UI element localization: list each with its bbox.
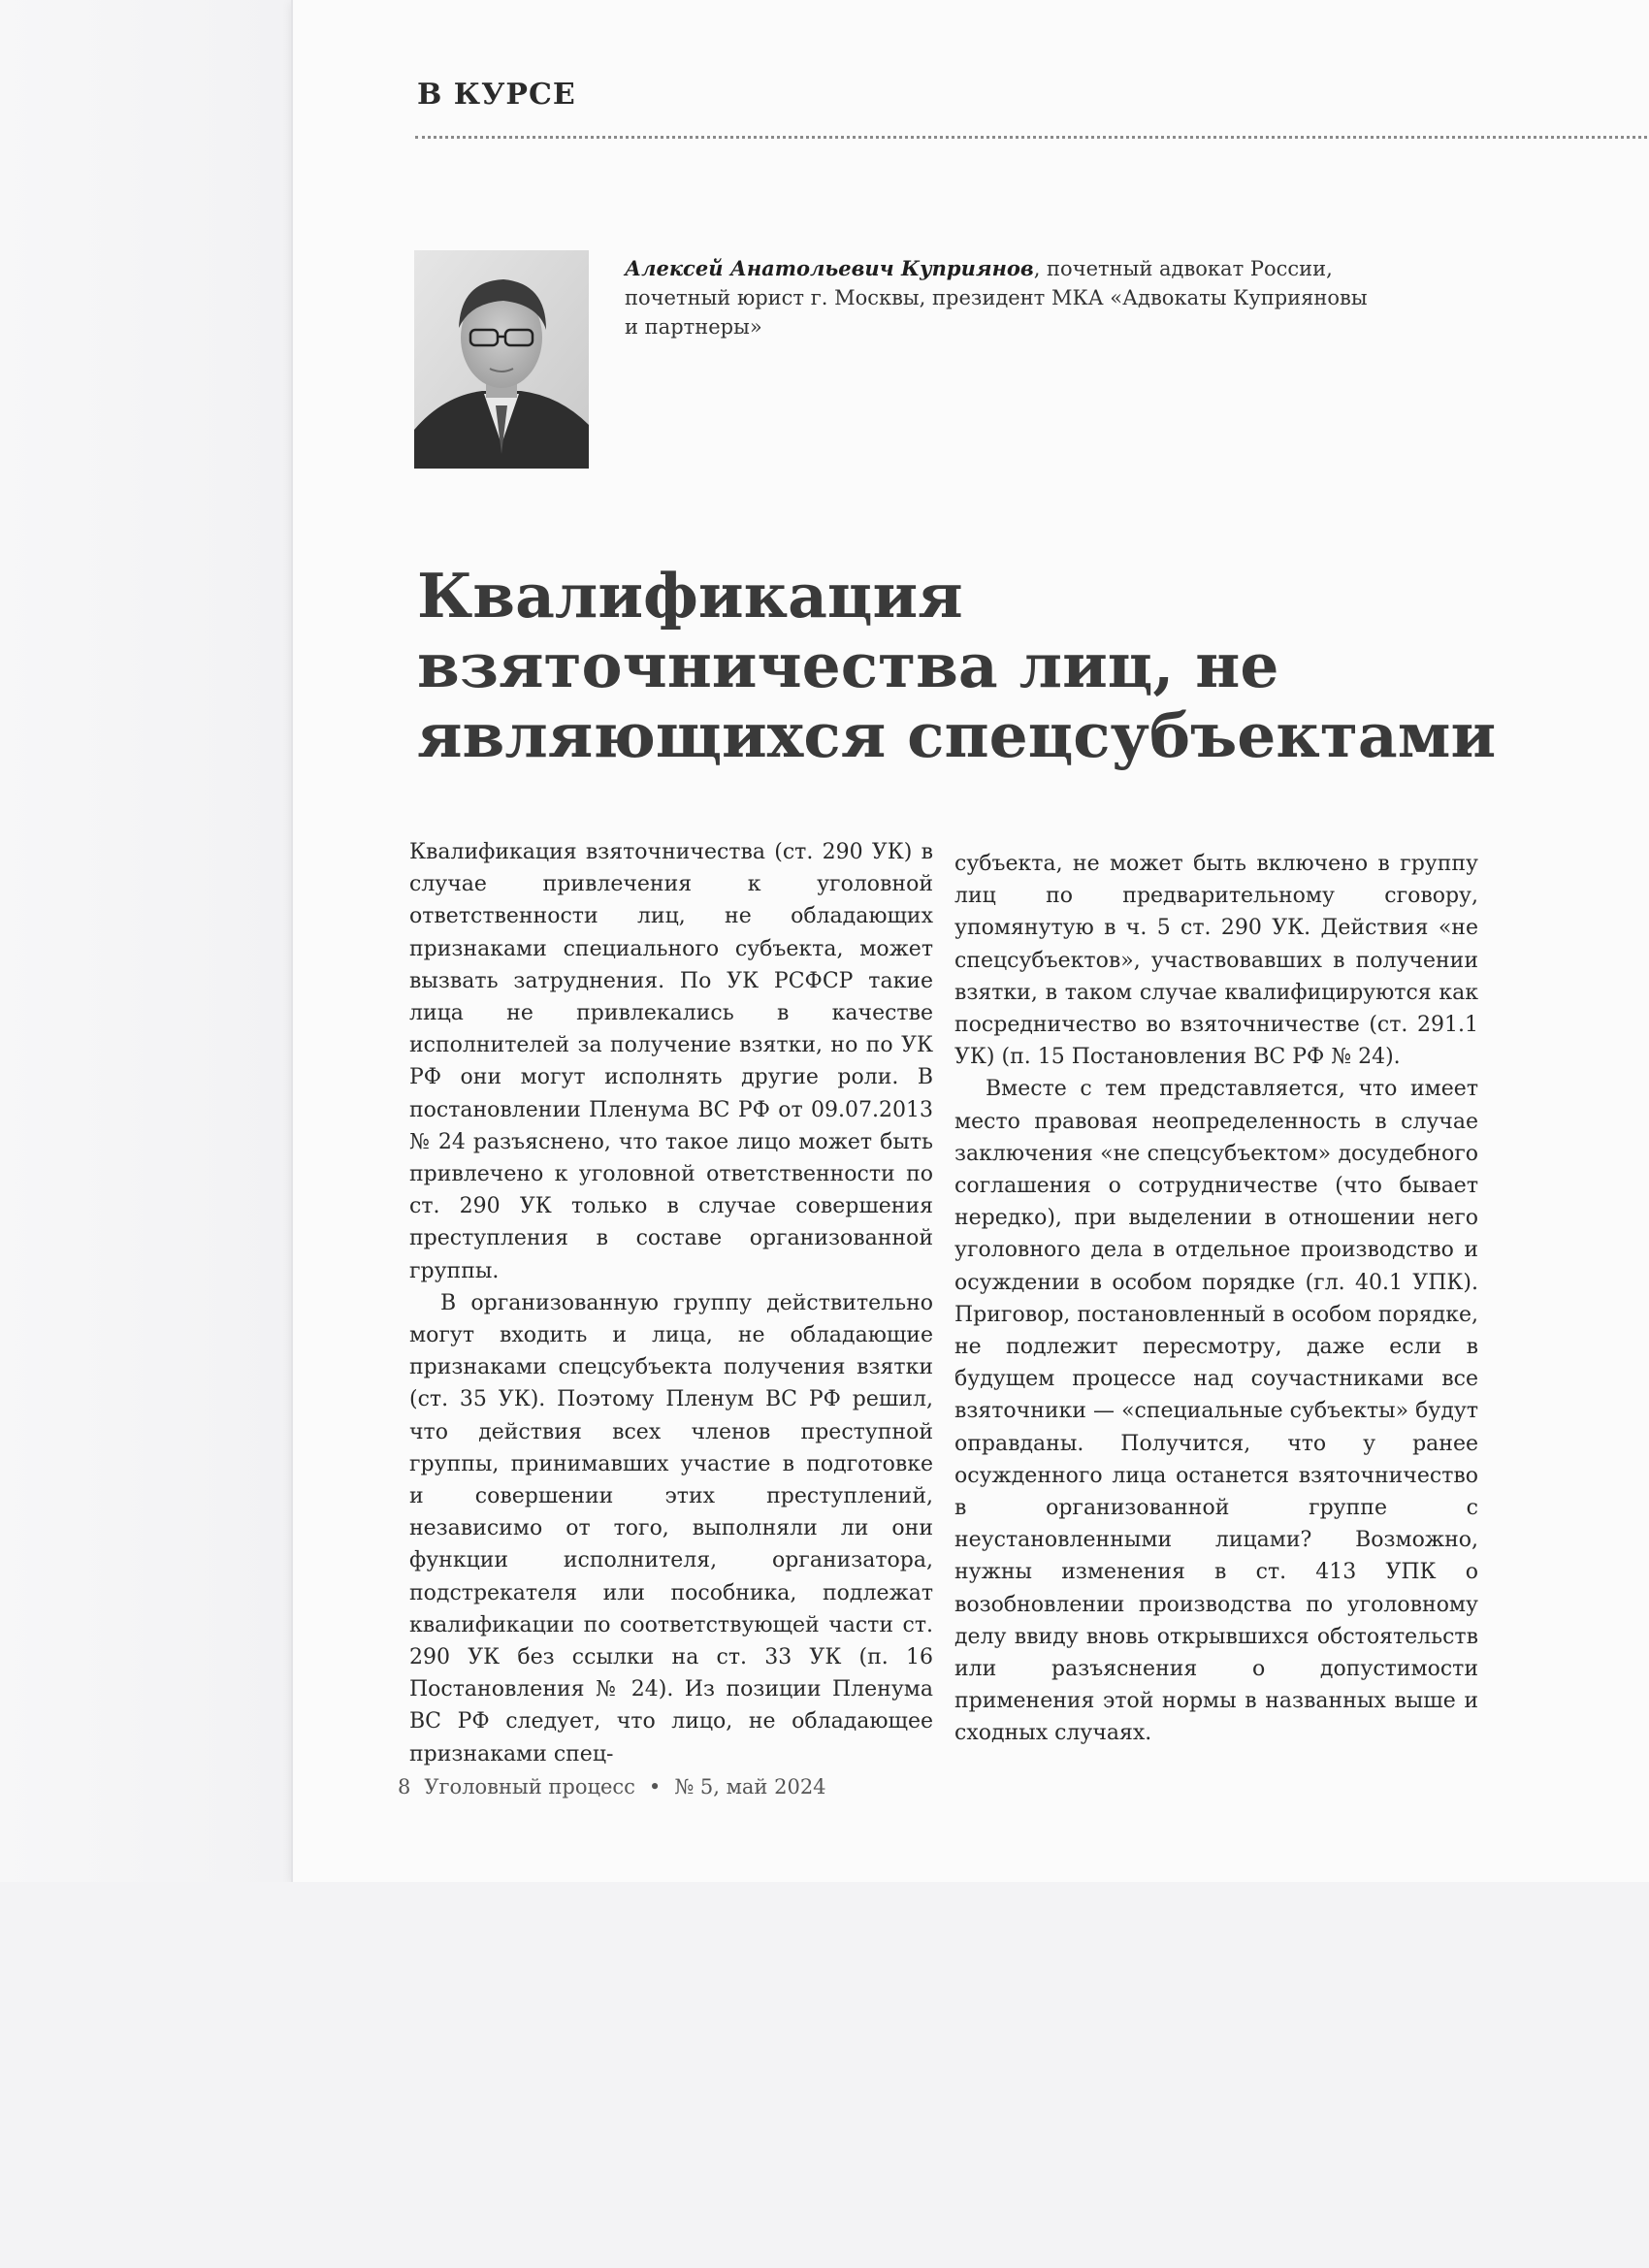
paragraph: В организованную группу действительно могут входить и лица, не обладающие признаками спецсубъекта получения взятки (ст. 35 УК). Поэтому Пленум ВС РФ решил, что действия всех членов преступной группы, принимавших участие в подготовке и совершении этих преступлений, независимо от того, выполняли ли они функции исполнителя, организатора, подстрекателя или пособника, подлежат квалификации по соответствующей части ст. 290 УК без ссылки на ст. 33 УК (п. 16 Постановления № 24). Из позиции Пленума ВС РФ следует, что лицо, не обладающее признаками спец- xyxy=(409,1290,933,1766)
author-credit xyxy=(625,254,1381,341)
paragraph: Вместе с тем представляется, что имеет место правовая неопределенность в случае заключения «не спецсубъектом» досудебного соглашения о сотрудничестве (что бывает нередко), при выделении в отношении него уголовного дела в отдельное производство и осуждении в особом порядке (гл. 40.1 УПК). Приговор, постановленный в особом порядке, не подлежит пересмотру, даже если в будущем процессе над соучастниками все взяточники — «специальные субъекты» будут оправданы. Получится, что у ранее осужденного лица останется взяточничество в организованной группе с неустановленными лицами? Возможно, нужны изменения в ст. 413 УПК о возобновлении производства по уголовному делу ввиду вновь открывшихся обстоятельств или разъяснения о допустимости применения этой нормы в названных выше и сходных случаях. xyxy=(954,1077,1478,1746)
page-number: 8 xyxy=(398,1775,411,1798)
paragraph: Квалификация взяточничества (ст. 290 УК) в случае привлечения к уголовной ответственности лиц, не обладающих признаками специального субъекта, может вызвать затруднения. По УК РСФСР такие лица не привлекались в качестве исполнителей за получение взятки, но по УК РФ они могут исполнять другие роли. В постановлении Пленума ВС РФ от 09.07.2013 № 24 разъяснено, что такое лицо может быть привлечено к уголовной ответственности по ст. 290 УК только в случае совершения преступления в составе организованной группы. xyxy=(409,840,933,1283)
scan-bottom-margin xyxy=(0,1882,1649,2268)
page-footer xyxy=(398,1775,840,1798)
left-column xyxy=(409,836,933,1770)
magazine-page xyxy=(291,0,1649,1882)
paragraph: субъекта, не может быть включено в группу лиц по предварительному сговору, упомянутую в ч. 5 ст. 290 УК. Действия «не спецсубъектов», участвовавших в получении взятки, в таком случае квалифицируются как посредничество во взяточничестве (ст. 291.1 УК) (п. 15 Постановления ВС РФ № 24). xyxy=(954,852,1478,1070)
author-description: , почетный адвокат России, почетный юрист г. Москвы, президент МКА «Адвокаты Куприяновы и партнеры» xyxy=(625,257,1368,339)
right-column xyxy=(954,848,1478,1750)
author-photo xyxy=(414,250,589,469)
article-title: Квалификация взяточничества лиц, не являющихся спецсубъектами xyxy=(417,560,1497,771)
footer-separator: • xyxy=(648,1775,662,1798)
journal-name: Уголовный процесс xyxy=(424,1775,635,1798)
journal-issue: № 5, май 2024 xyxy=(674,1775,826,1798)
author-name: Алексей Анатольевич Куприянов xyxy=(625,256,1034,280)
header-divider xyxy=(415,136,1647,139)
section-heading: В КУРСЕ xyxy=(417,78,576,112)
